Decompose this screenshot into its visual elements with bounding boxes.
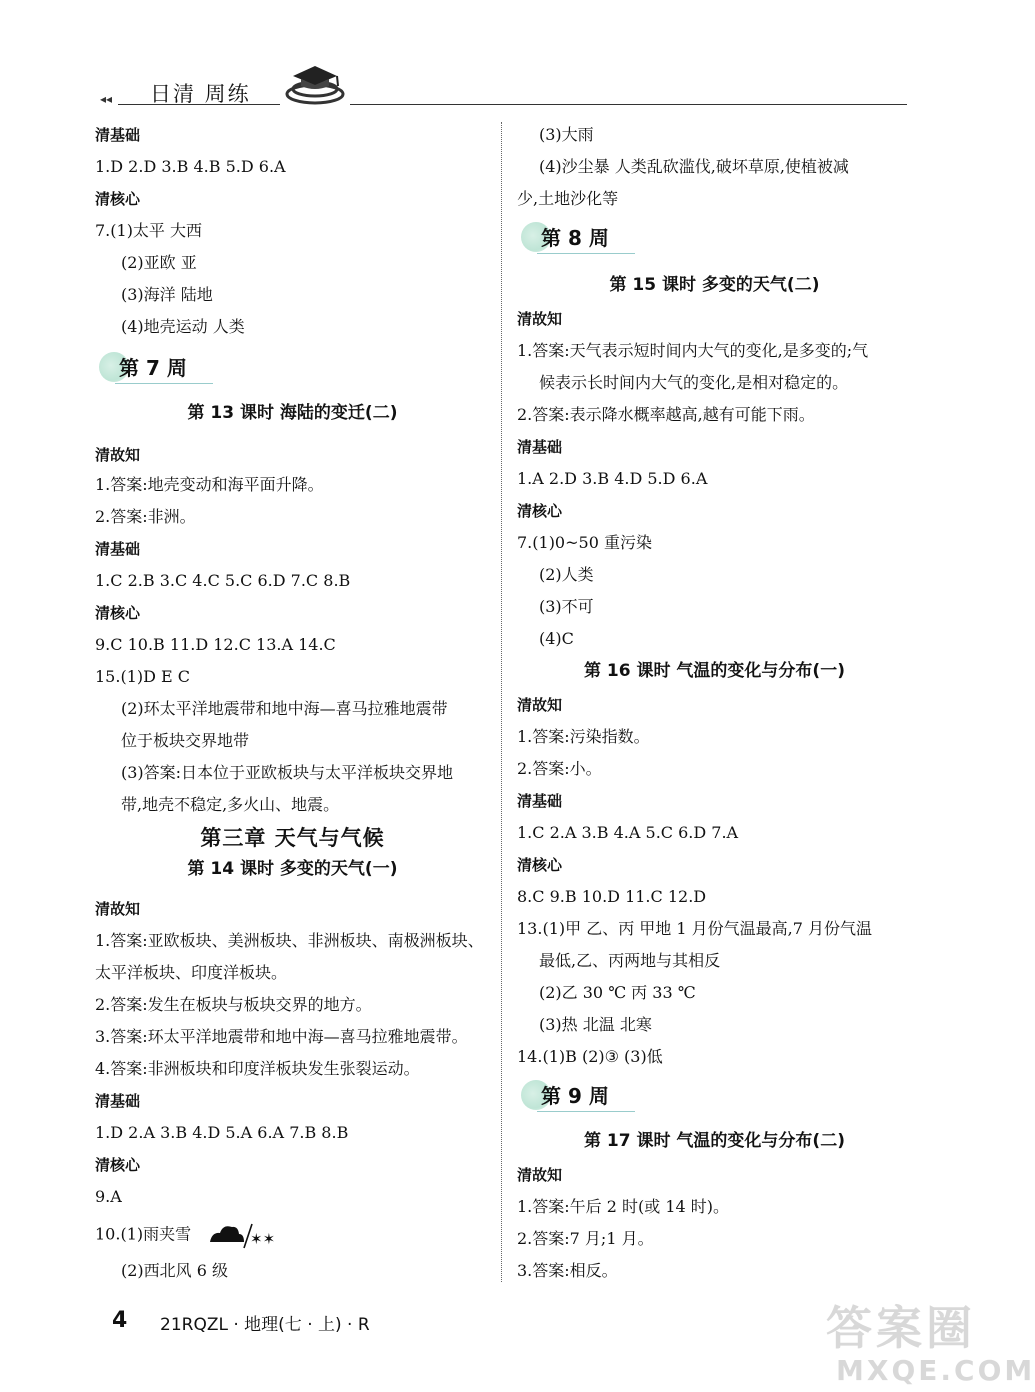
page-header [0,0,1000,120]
answer-line: 7.(1)太平 大西 [95,221,203,240]
week-underline [537,1111,635,1112]
answer-line: (4)沙尘暴 人类乱砍滥伐,破坏草原,使植被减 [539,157,849,176]
answer-line: 9.C 10.B 11.D 12.C 13.A 14.C [95,635,336,654]
answer-line: 1.A 2.D 3.B 4.D 5.D 6.A [517,469,708,488]
answer-line: 1.答案:污染指数。 [517,727,650,746]
answer-line: 1.答案:午后 2 时(或 14 时)。 [517,1197,730,1216]
answer-line: 1.C 2.B 3.C 4.C 5.C 6.D 7.C 8.B [95,571,351,590]
week-label: 第 7 周 [119,356,187,380]
section-heading: 清故知 [95,900,141,918]
week-underline [537,253,635,254]
week-label: 第 8 周 [541,226,609,250]
answer-line: (3)热 北温 北寒 [539,1015,652,1034]
section-heading: 清故知 [517,1166,563,1184]
lesson-title: 第 13 课时 海陆的变迁(二) [187,403,398,423]
section-heading: 清核心 [95,604,141,622]
answer-line: (4)C [539,629,574,648]
answer-line: 1.C 2.A 3.B 4.A 5.C 6.D 7.A [517,823,739,842]
answer-line: 少,土地沙化等 [517,189,619,208]
section-heading: 清基础 [517,792,563,810]
answer-line: (3)海洋 陆地 [121,285,213,304]
answer-line: 1.D 2.A 3.B 4.D 5.A 6.A 7.B 8.B [95,1123,349,1142]
answer-line: 7.(1)0~50 重污染 [517,533,652,552]
answer-line: 1.答案:地壳变动和海平面升降。 [95,475,324,494]
answer-line: 3.答案:相反。 [517,1261,618,1280]
answer-line: 3.答案:环太平洋地震带和地中海—喜马拉雅地震带。 [95,1027,468,1046]
answer-line: 8.C 9.B 10.D 11.C 12.D [517,887,707,906]
lesson-title: 第 17 课时 气温的变化与分布(二) [584,1131,845,1151]
section-heading: 清核心 [95,190,141,208]
answer-line: 位于板块交界地带 [121,731,250,750]
graduation-cap-logo-icon [283,58,347,106]
answer-line: 1.D 2.D 3.B 4.B 5.D 6.A [95,157,286,176]
answer-line: (2)亚欧 亚 [121,253,197,272]
header-arrows: ◂◂ [100,92,113,106]
week-9-heading [517,1078,637,1112]
answer-line: 4.答案:非洲板块和印度洋板块发生张裂运动。 [95,1059,420,1078]
watermark-bottom-text: MXQE.COM [836,1354,1035,1387]
watermark-logo [826,1292,1035,1388]
answer-line: (3)不可 [539,597,594,616]
answer-line: 2.答案:发生在板块与板块交界的地方。 [95,995,372,1014]
section-heading: 清核心 [517,856,563,874]
section-heading: 清基础 [95,540,141,558]
week-7-heading [95,350,215,384]
answer-line: 最低,乙、丙两地与其相反 [539,951,721,970]
lesson-title: 第 16 课时 气温的变化与分布(一) [584,661,845,681]
svg-text:✶✶: ✶✶ [250,1230,276,1248]
answer-line: (3)答案:日本位于亚欧板块与太平洋板块交界地 [121,763,454,782]
answer-line: 2.答案:非洲。 [95,507,196,526]
week-label: 第 9 周 [541,1084,609,1108]
column-divider [501,122,502,1282]
lesson-title: 第 15 课时 多变的天气(二) [609,275,820,295]
sleet-weather-symbol-icon [208,1220,274,1250]
answer-line: (3)大雨 [539,125,594,144]
answer-line: 太平洋板块、印度洋板块。 [95,963,288,982]
answer-line: 15.(1)D E C [95,667,191,686]
chapter-title: 第三章 天气与气候 [200,825,385,850]
section-heading: 清核心 [95,1156,141,1174]
section-heading: 清基础 [95,126,141,144]
answer-line: 1.答案:天气表示短时间内大气的变化,是多变的;气 [517,341,869,360]
book-code: 21RQZL · 地理(七 · 上) · R [160,1315,370,1335]
header-brand: 日清 周练 [150,82,251,106]
answer-line: (2)人类 [539,565,594,584]
answer-line: 2.答案:小。 [517,759,602,778]
answer-line: 带,地壳不稳定,多火山、地震。 [121,795,340,814]
section-heading: 清故知 [95,446,141,464]
answer-line: 14.(1)B (2)③ (3)低 [517,1047,663,1066]
answer-line: 2.答案:表示降水概率越高,越有可能下雨。 [517,405,815,424]
answer-line: 9.A [95,1187,122,1206]
section-heading: 清基础 [95,1092,141,1110]
answer-line: (2)环太平洋地震带和地中海—喜马拉雅地震带 [121,699,448,718]
answer-line: 2.答案:7 月;1 月。 [517,1229,654,1248]
section-heading: 清基础 [517,438,563,456]
week-8-heading [517,220,637,254]
answer-line: 候表示长时间内大气的变化,是相对稳定的。 [539,373,849,392]
lesson-title: 第 14 课时 多变的天气(一) [187,859,398,879]
page-number: 4 [112,1308,128,1333]
answer-line: (2)西北风 6 级 [121,1261,229,1280]
answer-line: (2)乙 30 ℃ 丙 33 ℃ [539,983,696,1002]
answer-line-with-symbol [95,1220,274,1250]
answer-line: (4)地壳运动 人类 [121,317,245,336]
section-heading: 清核心 [517,502,563,520]
answer-text: 10.(1)雨夹雪 [95,1224,192,1244]
section-heading: 清故知 [517,310,563,328]
answer-line: 13.(1)甲 乙、丙 甲地 1 月份气温最高,7 月份气温 [517,919,872,938]
week-underline [115,383,213,384]
section-heading: 清故知 [517,696,563,714]
answer-line: 1.答案:亚欧板块、美洲板块、非洲板块、南极洲板块、 [95,931,484,950]
watermark-top-text: 答案圈 [826,1301,976,1355]
header-rule-right [350,104,907,105]
